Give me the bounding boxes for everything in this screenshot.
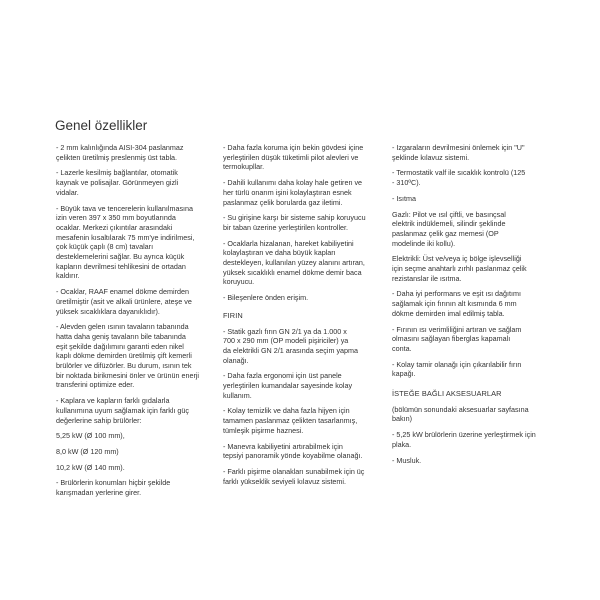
bullet-item: - Dahili kullanımı daha kolay hale getiren ve her türlü onarım işini kolaylaştıran esnek paslanmaz çelik borularda gaz iletimi. (223, 178, 363, 207)
section-heading: İSTEĞE BAĞLI AKSESUARLAR (392, 389, 502, 399)
bullet-item: - Termostatik valf ile sıcaklık kontrolü (125 - 310ºC). (392, 168, 526, 188)
sub-item: 5,25 kW (Ø 100 mm), (56, 431, 125, 441)
sub-item: 10,2 kW (Ø 140 mm). (56, 462, 125, 472)
column-1 (56, 143, 216, 504)
bullet-item: - Büyük tava ve tencerelerin kullanılmasına izin veren 397 x 350 mm boyutlarında ocaklar. Merkezi çıkıntılar arasındaki mesafenin kısaltılarak 75 mm'ye indirilmesi, çok küçük çaplı (8 cm) tavaları desteklemelerini sağlar. Bu ayrıca küçük kapların devrilmesi tehlikesini de ortadan kaldırır. (56, 203, 195, 281)
section-note: (bölümün sonundaki aksesuarlar sayfasına bakın) (392, 404, 529, 424)
bullet-item: - Daha iyi performans ve eşit ısı dağıtımı sağlamak için fırının alt kısmında 6 mm dökme demirden imal edilmiş tabla. (392, 289, 522, 318)
sub-item: Gazlı: Pilot ve ısıl çiftli, ve basınçsal elektrik indüklemeli, silindir şeklinde paslanmaz çelik gaz memesi (OP modelinde iki kollu). (392, 209, 506, 248)
sub-item: 8,0 kW (Ø 120 mm) (56, 446, 119, 456)
bullet-item: - Su girişine karşı bir sisteme sahip koruyucu bir taban üzerine yerleştirilen kontroller. (223, 213, 366, 232)
bullet-item: - 2 mm kalınlığında AISI-304 paslanmaz çelikten üretilmiş preslenmiş üst tabla. (56, 143, 184, 162)
bullet-item: - Musluk. (392, 455, 422, 465)
bullet-item: - Alevden gelen ısının tavaların tabanında hatta daha geniş tavaların bile tabanında eşit şekilde dağılımını garanti eden nikel kaplı dökme demirden üretilmiş çift kemerli brülörler ve difüzörler. Bu durum, ısının tek bir noktada birikmesini önler ve ürünün enerji transferini optimize eder. (56, 322, 200, 390)
page-title: Genel özellikler (55, 118, 148, 133)
bullet-item: - Isıtma (392, 193, 416, 203)
bullet-item: - Ocaklar, RAAF enamel dökme demirden üretilmiştir (asit ve alkali ürünlere, ateşe ve yüksek sıcaklıklara dayanıklıdır). (56, 287, 192, 316)
bullet-item: - Brülörlerin konumları hiçbir şekilde karışmadan yerlerine girer. (56, 478, 171, 498)
bullet-item: - Manevra kabiliyetini artırabilmek için tepsiyi panoramik yönde koyabilme olanağı. (223, 441, 363, 461)
bullet-item: - Daha fazla ergonomi için üst panele yerleştirilen kumandalar sayesinde kolay kullanım. (223, 371, 353, 400)
sub-item: Elektrikli: Üst ve/veya iç bölge işlevselliği için seçme anahtarlı zırhlı paslanmaz çelik rezistanslar ile ısıtma. (392, 254, 527, 283)
bullet-item: - Statik gazlı fırın GN 2/1 ya da 1.000 x 700 x 290 mm (OP modeli pişiriciler) ya da elektrikli GN 2/1 arasında seçim yapma olanağı. (223, 326, 359, 365)
column-2 (223, 143, 385, 492)
bullet-item: - Bileşenlere önden erişim. (223, 293, 309, 303)
bullet-item: - 5,25 kW brülörlerin üzerine yerleştirmek için plaka. (392, 430, 536, 449)
section-heading: FIRIN (223, 310, 243, 320)
bullet-item: - Izgaraların devrilmesini önlemek için "U" şeklinde kılavuz sistemi. (392, 143, 525, 162)
bullet-item: - Fırının ısı verimliliğini artıran ve sağlam olmasını sağlayan fiberglas kapamalı conta. (392, 324, 522, 353)
bullet-item: - Lazerle kesilmiş bağlantılar, otomatik kaynak ve polisajlar. Görünmeyen gizli vidalar. (56, 168, 179, 197)
bullet-item: - Kolay temizlik ve daha fazla hijyen için tamamen paslanmaz çelikten tasarlanmış, tümleşik pişirme haznesi. (223, 406, 358, 435)
bullet-item: - Ocaklarla hizalanan, hareket kabiliyetini kolaylaştıran ve daha büyük kapları destekleyen, kullanılan yüzey alanını artıran, yüksek sıcaklıklı enamel dökme demir baca koruyucu. (223, 238, 365, 287)
bullet-item: - Kaplara ve kapların farklı gıdalarla kullanımına uyum sağlamak için farklı güç değerlerine sahip brülörler: (56, 396, 190, 425)
bullet-item: - Farklı pişirme olanakları sunabilmek için üç farklı yükseklik seviyeli kılavuz sistemi. (223, 466, 365, 486)
column-3 (392, 143, 557, 471)
bullet-item: - Daha fazla koruma için bekin gövdesi içine yerleştirilen düşük tüketimli pilot alevleri ve termokupllar. (223, 143, 364, 172)
bullet-item: - Kolay tamir olanağı için çıkarılabilir fırın kapağı. (392, 359, 522, 379)
